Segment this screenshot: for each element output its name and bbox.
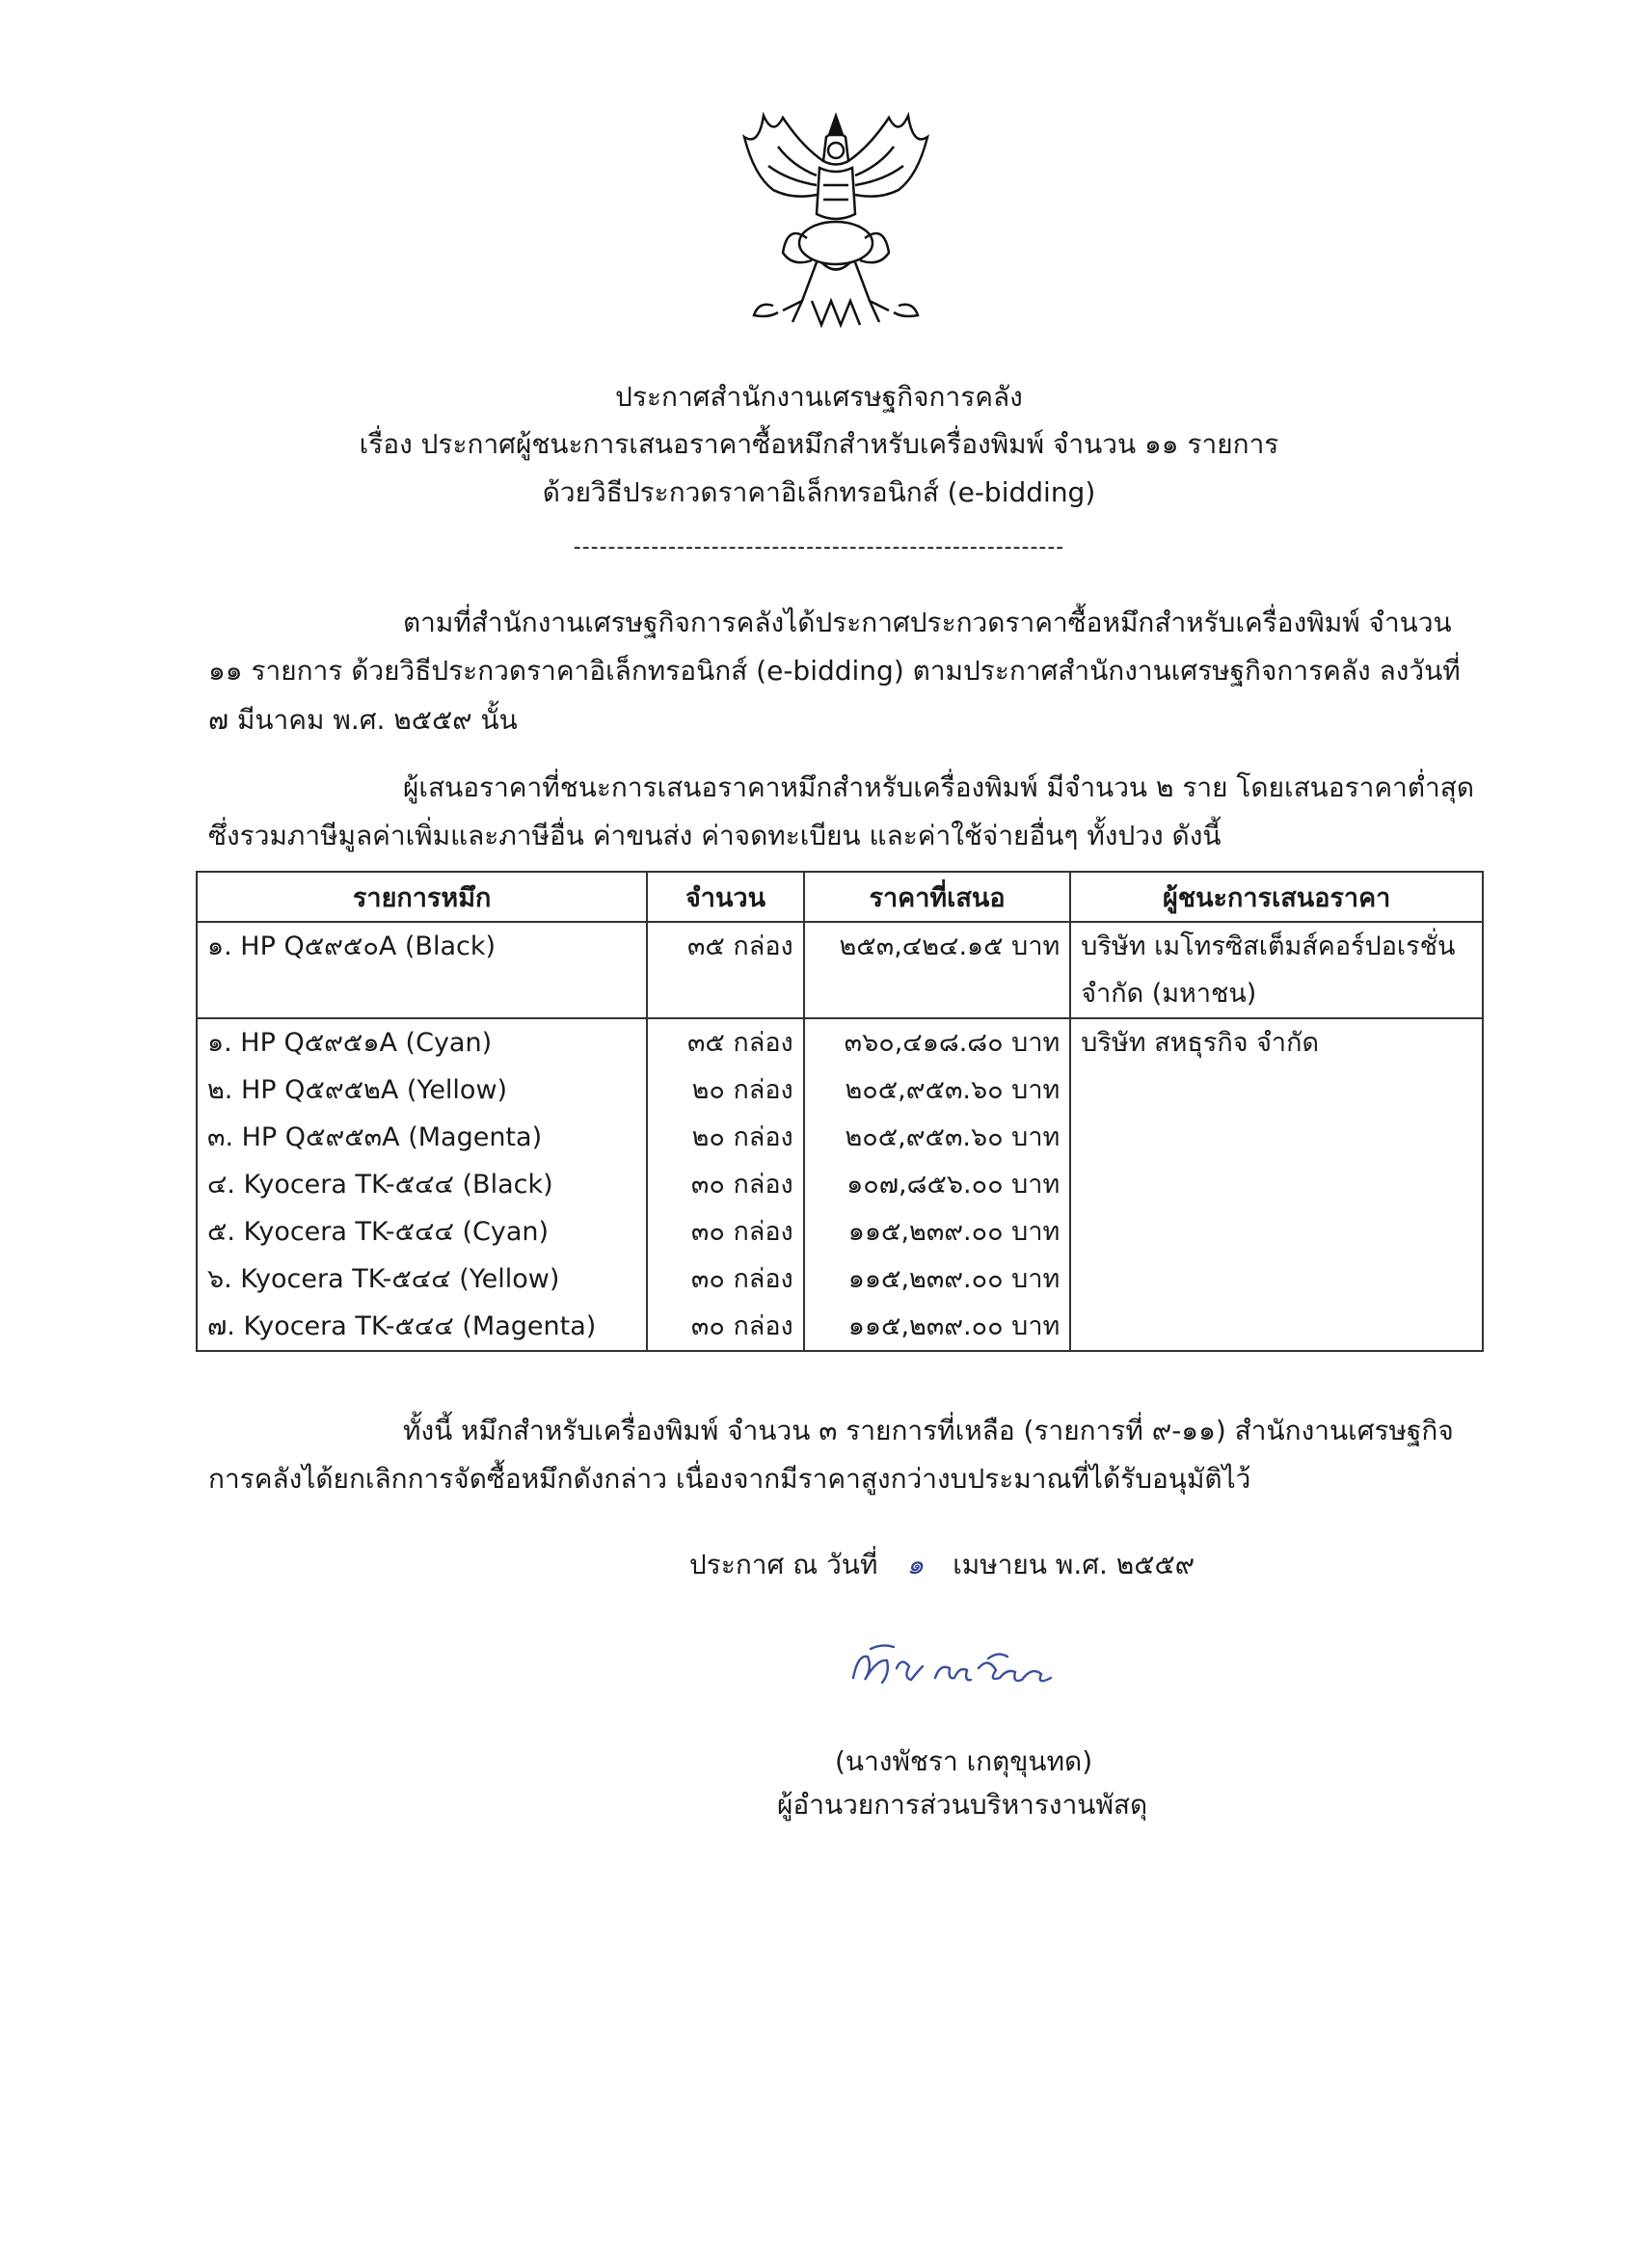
- announce-date: [689, 1546, 1195, 1584]
- winners-table: [196, 871, 1484, 1352]
- para2-line2: ซึ่งรวมภาษีมูลค่าเพิ่มและภาษีอื่น ค่าขนส่ง ค่าจดทะเบียน และค่าใช้จ่ายอื่นๆ ทั้งปวง ดังนี้: [208, 820, 1222, 851]
- item-cell: ๒. HP Q๕๙๕๒A (Yellow): [197, 1066, 647, 1114]
- winner-cell: บริษัท สหธุรกิจ จำกัด: [1070, 1018, 1483, 1066]
- signature-icon: [844, 1639, 1085, 1697]
- header-method: ด้วยวิธีประกวดราคาอิเล็กทรอนิกส์ (e-bidding): [542, 476, 1096, 508]
- qty-cell: ๓๕ กล่อง: [647, 1018, 803, 1066]
- item-cell: ๑. HP Q๕๙๕๐A (Black): [197, 922, 647, 970]
- price-cell: ๑๑๕,๒๓๙.๐๐ บาท: [804, 1303, 1071, 1351]
- table-row: [197, 1303, 1483, 1351]
- col-header-price: ราคาที่เสนอ: [804, 872, 1071, 922]
- table-row: [197, 1208, 1483, 1256]
- table-row: [197, 1161, 1483, 1208]
- para1-line3: ๗ มีนาคม พ.ศ. ๒๕๕๙ นั้น: [208, 704, 518, 736]
- winner-cell: บริษัท เมโทรซิสเต็มส์คอร์ปอเรชั่น: [1070, 922, 1483, 970]
- date-prefix: ประกาศ ณ วันที่: [689, 1549, 878, 1580]
- header-title: ประกาศสำนักงานเศรษฐกิจการคลัง: [615, 381, 1023, 413]
- price-cell: ๑๐๗,๘๕๖.๐๐ บาท: [804, 1161, 1071, 1208]
- table-row: [197, 1018, 1483, 1066]
- date-month-year: เมษายน พ.ศ. ๒๕๕๙: [953, 1549, 1195, 1580]
- table-header-row: [197, 872, 1483, 922]
- item-cell: ๗. Kyocera TK-๕๔๔ (Magenta): [197, 1303, 647, 1351]
- qty-cell: ๒๐ กล่อง: [647, 1114, 803, 1161]
- price-cell: ๒๕๓,๔๒๔.๑๕ บาท: [804, 922, 1071, 970]
- item-cell: ๔. Kyocera TK-๕๔๔ (Black): [197, 1161, 647, 1208]
- qty-cell: ๓๐ กล่อง: [647, 1208, 803, 1256]
- header-subject: เรื่อง ประกาศผู้ชนะการเสนอราคาซื้อหมึกสำหรับเครื่องพิมพ์ จำนวน ๑๑ รายการ: [359, 428, 1279, 460]
- item-cell: ๕. Kyocera TK-๕๔๔ (Cyan): [197, 1208, 647, 1256]
- table-row: [197, 970, 1483, 1018]
- qty-cell: ๓๐ กล่อง: [647, 1161, 803, 1208]
- para3-line2: การคลังได้ยกเลิกการจัดซื้อหมึกดังกล่าว เนื่องจากมีราคาสูงกว่างบประมาณที่ได้รับอนุมัติไว้: [208, 1463, 1251, 1495]
- price-cell: ๒๐๕,๙๕๓.๖๐ บาท: [804, 1114, 1071, 1161]
- qty-cell: ๒๐ กล่อง: [647, 1066, 803, 1114]
- date-day: ๑: [906, 1549, 925, 1580]
- price-cell: ๑๑๕,๒๓๙.๐๐ บาท: [804, 1208, 1071, 1256]
- table-row: [197, 1256, 1483, 1303]
- table-row: [197, 1066, 1483, 1114]
- garuda-emblem-icon: [735, 108, 937, 332]
- item-cell: ๓. HP Q๕๙๕๓A (Magenta): [197, 1114, 647, 1161]
- col-header-qty: จำนวน: [647, 872, 803, 922]
- signer-title: ผู้อำนวยการส่วนบริหารงานพัสดุ: [777, 1789, 1148, 1821]
- para1-line2: ๑๑ รายการ ด้วยวิธีประกวดราคาอิเล็กทรอนิกส์ (e-bidding) ตามประกาศสำนักงานเศรษฐกิจการคลัง ลงวันที่: [208, 655, 1461, 687]
- qty-cell: ๓๕ กล่อง: [647, 922, 803, 970]
- col-header-winner: ผู้ชนะการเสนอราคา: [1070, 872, 1483, 922]
- item-cell: ๑. HP Q๕๙๕๑A (Cyan): [197, 1018, 647, 1066]
- price-cell: ๑๑๕,๒๓๙.๐๐ บาท: [804, 1256, 1071, 1303]
- qty-cell: ๓๐ กล่อง: [647, 1256, 803, 1303]
- table-row: [197, 922, 1483, 970]
- qty-cell: ๓๐ กล่อง: [647, 1303, 803, 1351]
- para3-line1: ทั้งนี้ หมึกสำหรับเครื่องพิมพ์ จำนวน ๓ รายการที่เหลือ (รายการที่ ๙-๑๑) สำนักงานเศรษฐกิจ: [403, 1415, 1454, 1446]
- para1-line1: ตามที่สำนักงานเศรษฐกิจการคลังได้ประกาศประกวดราคาซื้อหมึกสำหรับเครื่องพิมพ์ จำนวน: [403, 607, 1452, 638]
- para2-line1: ผู้เสนอราคาที่ชนะการเสนอราคาหมึกสำหรับเครื่องพิมพ์ มีจำนวน ๒ ราย โดยเสนอราคาต่ำสุด: [403, 771, 1475, 803]
- signer-name: (นางพัชรา เกตุขุนทด): [835, 1745, 1093, 1777]
- price-cell: ๓๖๐,๔๑๘.๘๐ บาท: [804, 1018, 1071, 1066]
- header-separator: ---------------------------------------------------------: [573, 535, 1065, 559]
- winner-cell-cont: จำกัด (มหาชน): [1070, 970, 1483, 1018]
- price-cell: ๒๐๕,๙๕๓.๖๐ บาท: [804, 1066, 1071, 1114]
- col-header-item: รายการหมึก: [197, 872, 647, 922]
- item-cell: ๖. Kyocera TK-๕๔๔ (Yellow): [197, 1256, 647, 1303]
- table-row: [197, 1114, 1483, 1161]
